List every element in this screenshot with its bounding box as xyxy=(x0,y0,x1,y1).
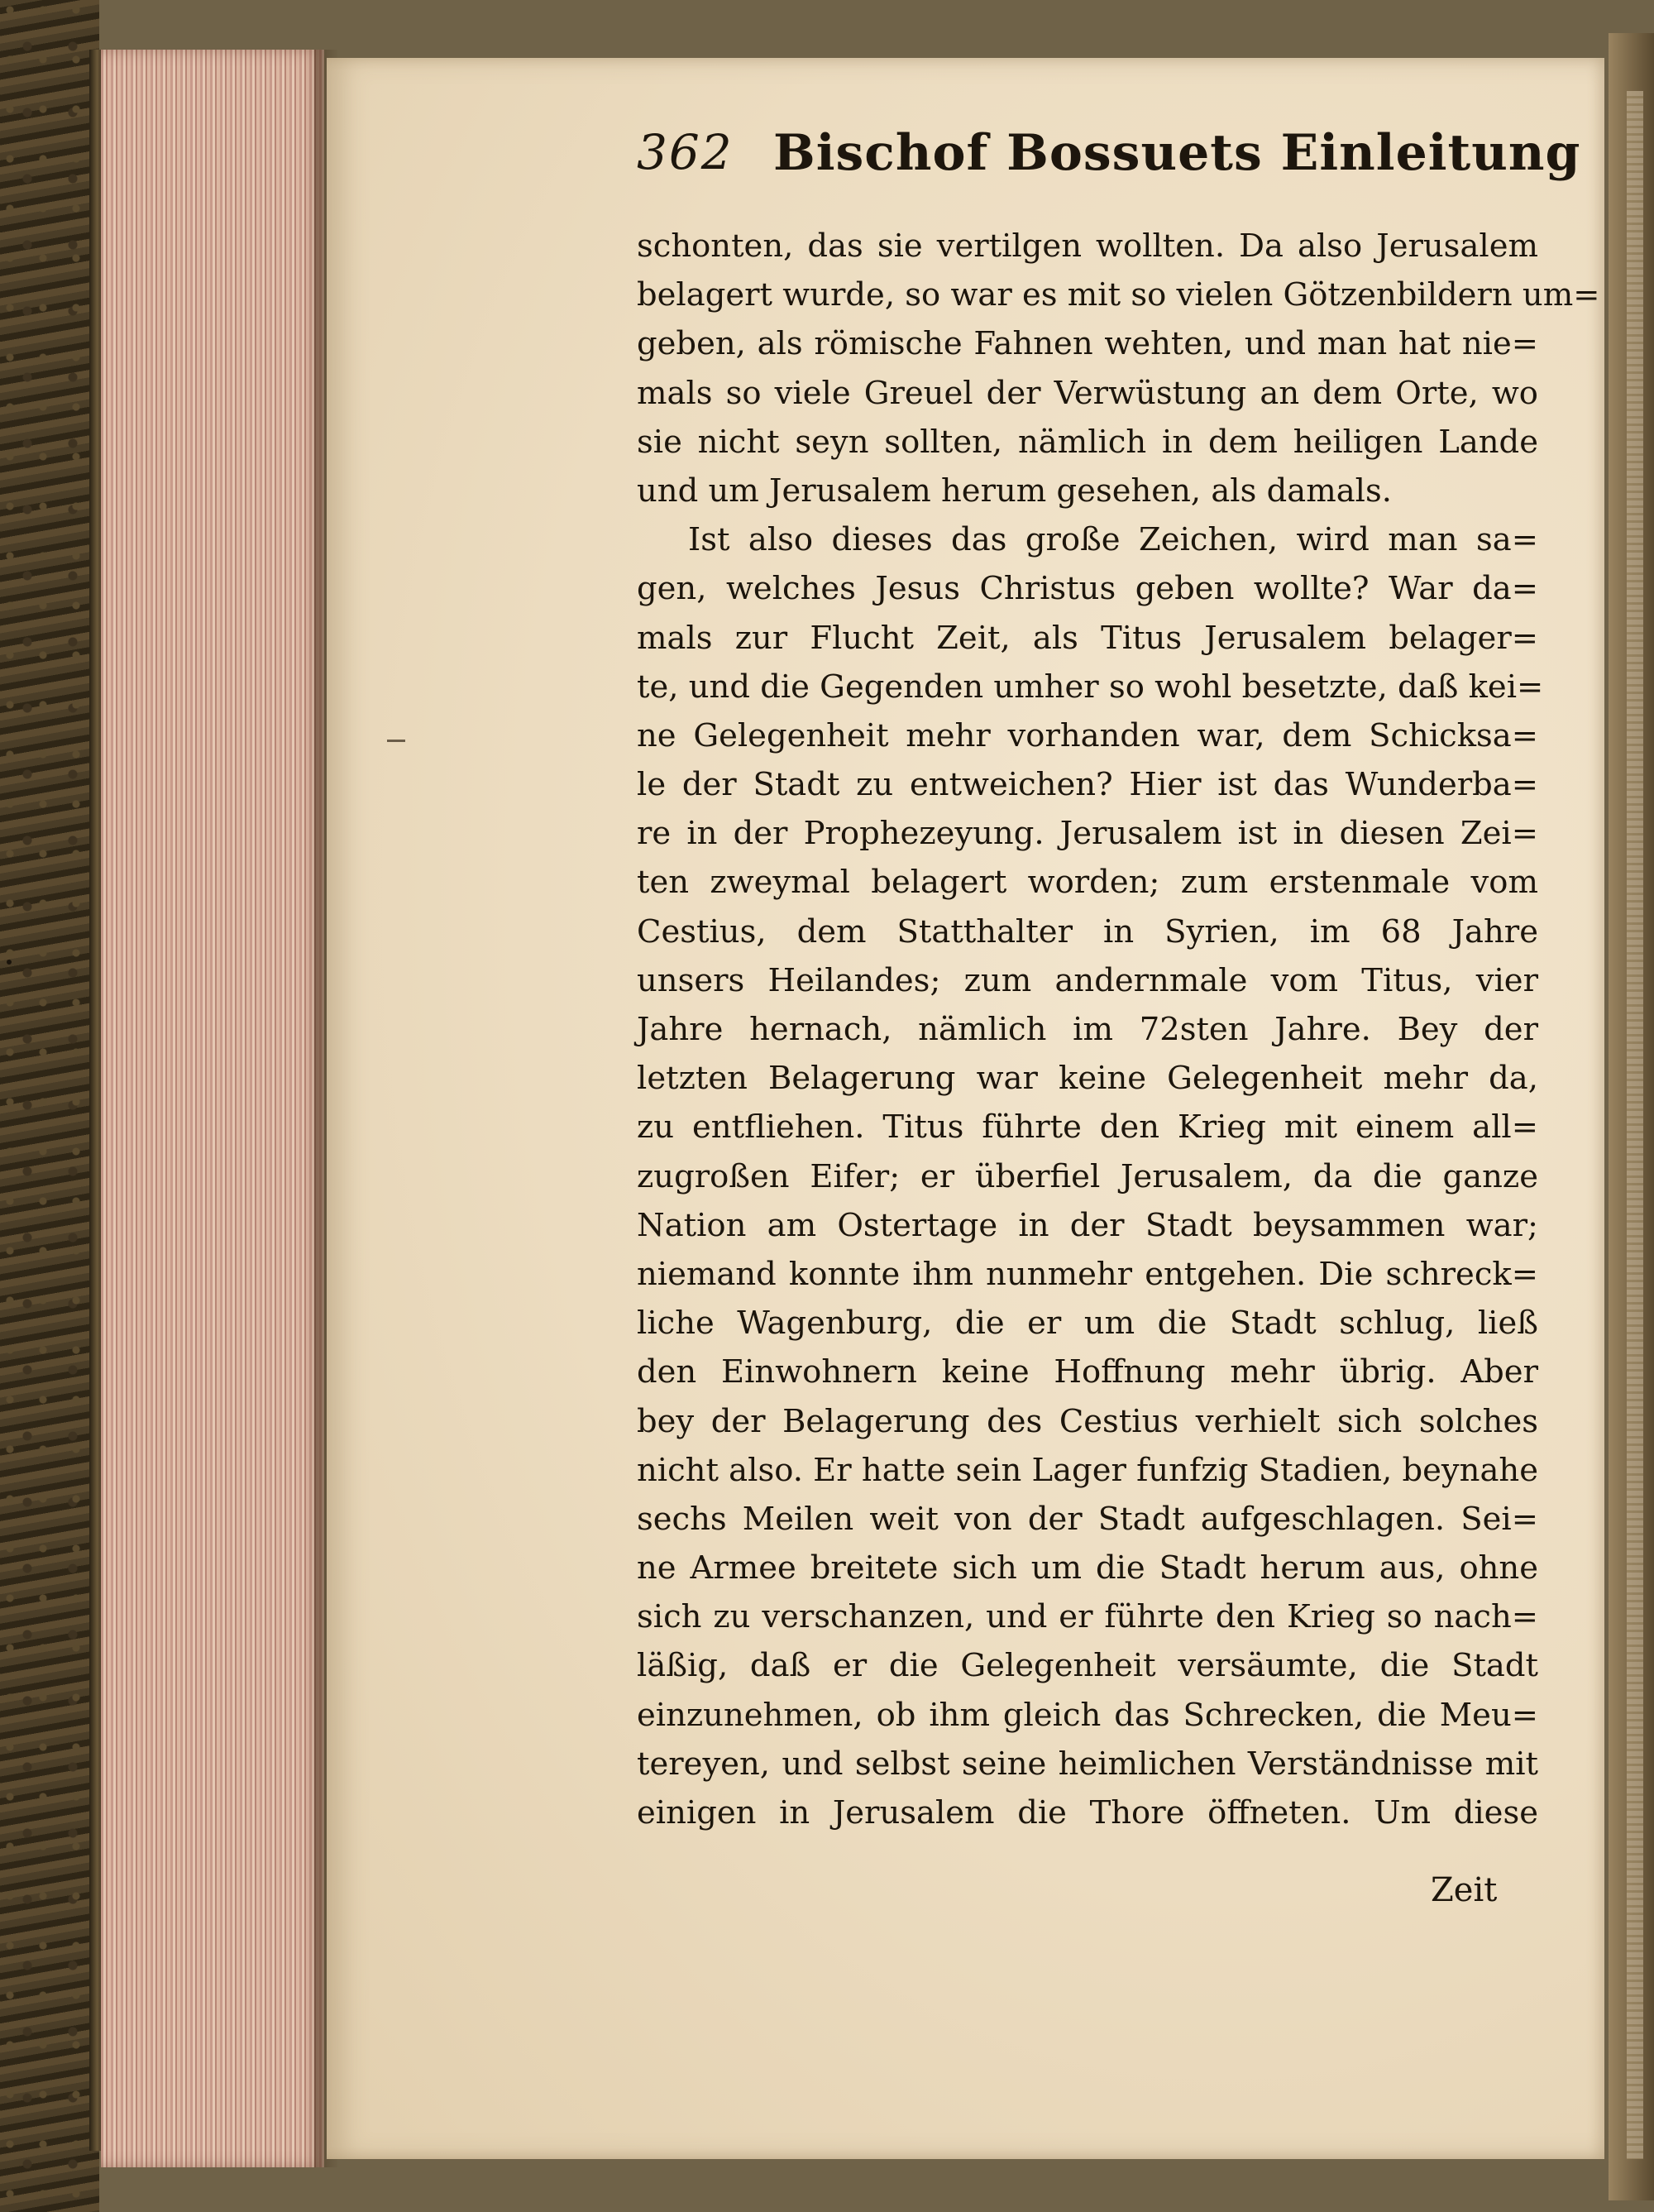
page-header xyxy=(637,124,1581,199)
text-line: Jahre hernach, nämlich im 72sten Jahre. Bey der xyxy=(637,1011,1538,1048)
text-line: Ist also dieses das große Zeichen, wird man sa= xyxy=(688,521,1538,559)
text-line: und um Jerusalem herum gesehen, als damals. xyxy=(637,472,1392,510)
text-line: letzten Belagerung war keine Gelegenheit mehr da, xyxy=(637,1060,1538,1098)
catchword: Zeit xyxy=(1431,1871,1498,1909)
text-line: tereyen, und selbst seine heimlichen Verständnisse mit xyxy=(637,1745,1538,1783)
page-number: 362 xyxy=(637,124,734,180)
text-line: belagert wurde, so war es mit so vielen Götzenbildern um= xyxy=(637,276,1600,314)
text-line: nicht also. Er hatte sein Lager funfzig Stadien, beynahe xyxy=(637,1451,1539,1489)
text-line: schonten, das sie vertilgen wollten. Da also Jerusalem xyxy=(637,227,1538,265)
body-text xyxy=(637,222,1600,1837)
text-line: zugroßen Eifer; er überfiel Jerusalem, da die ganze xyxy=(637,1157,1538,1195)
facing-page-edge xyxy=(1609,33,1654,2200)
text-line: niemand konnte ihm nunmehr entgehen. Die schreck= xyxy=(637,1255,1538,1293)
stray-mark xyxy=(7,960,12,965)
page-stack-edges xyxy=(101,50,324,2167)
text-line: mals zur Flucht Zeit, als Titus Jerusalem belager= xyxy=(637,619,1538,657)
text-line: re in der Prophezeyung. Jerusalem ist in diesen Zei= xyxy=(637,815,1538,853)
margin-tick-mark xyxy=(387,740,405,742)
text-line: den Einwohnern keine Hoffnung mehr übrig. Aber xyxy=(637,1353,1538,1391)
text-line: zu entfliehen. Titus führte den Krieg mit einem all= xyxy=(637,1108,1538,1147)
text-line: ten zweymal belagert worden; zum erstenmale vom xyxy=(637,864,1538,902)
text-line: unsers Heilandes; zum andernmale vom Titus, vier xyxy=(637,961,1538,999)
text-line: geben, als römische Fahnen wehten, und man hat nie= xyxy=(637,325,1538,363)
text-line: bey der Belagerung des Cestius verhielt sich solches xyxy=(637,1402,1538,1440)
text-line: einzunehmen, ob ihm gleich das Schrecken, die Meu= xyxy=(637,1696,1538,1734)
text-line: Cestius, dem Statthalter in Syrien, im 68 Jahre xyxy=(637,912,1538,950)
text-line: liche Wagenburg, die er um die Stadt schlug, ließ xyxy=(637,1305,1538,1343)
text-line: ne Armee breitete sich um die Stadt herum aus, ohne xyxy=(637,1549,1538,1587)
text-line: einigen in Jerusalem die Thore öffneten. Um diese xyxy=(637,1794,1538,1831)
text-line: Nation am Ostertage in der Stadt beysammen war; xyxy=(637,1206,1538,1244)
marbled-cover xyxy=(0,0,99,2212)
text-line: mals so viele Greuel der Verwüstung an dem Orte, wo xyxy=(637,374,1538,412)
text-line: ne Gelegenheit mehr vorhanden war, dem Schicksa= xyxy=(637,716,1538,754)
text-line: sich zu verschanzen, und er führte den Krieg so nach= xyxy=(637,1598,1538,1636)
text-line: gen, welches Jesus Christus geben wollte? War da= xyxy=(637,570,1538,608)
text-line: sie nicht seyn sollten, nämlich in dem heiligen Lande xyxy=(637,423,1538,461)
text-line: läßig, daß er die Gelegenheit versäumte, die Stadt xyxy=(637,1647,1538,1685)
text-line: le der Stadt zu entweichen? Hier ist das Wunderba= xyxy=(637,766,1538,804)
text-line: sechs Meilen weit von der Stadt aufgeschlagen. Sei= xyxy=(637,1500,1538,1538)
running-head: Bischof Bossuets Einleitung xyxy=(773,124,1581,182)
text-line: te, und die Gegenden umher so wohl besetzte, daß kei= xyxy=(637,668,1544,706)
